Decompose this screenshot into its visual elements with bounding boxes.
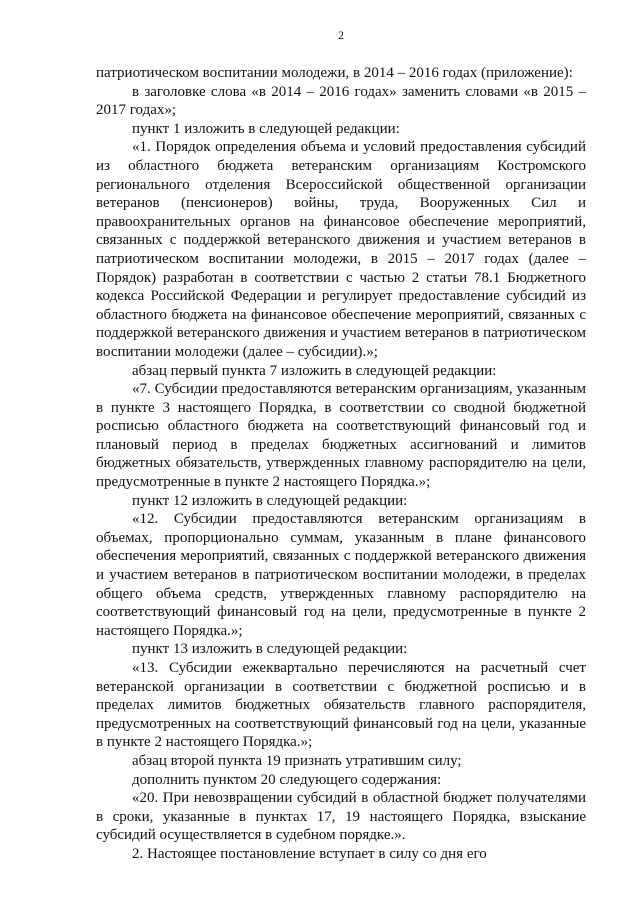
paragraph-item20-intro: дополнить пунктом 20 следующего содержания:	[132, 771, 442, 788]
paragraph-item7-text: «7. Субсидии предоставляются ветеранским организациям, указанным в пункте 3 настоящего Порядка, в соответствии со сводной бюджетной росписью областного бюджета на соответствующий финансовый год и плановый период в пределах бюджетных ассигнований и лимитов бюджетных обязательств, утвержденных главному распорядителю на цели, предусмотренные в пункте 2 настоящего Порядка.»;	[96, 381, 586, 491]
paragraph-item7-intro: абзац первый пункта 7 изложить в следующей редакции:	[132, 362, 497, 379]
document-page	[96, 26, 586, 864]
paragraph-item13-intro: пункт 13 изложить в следующей редакции:	[132, 641, 408, 658]
paragraph-item20-text: «20. При невозвращении субсидий в областной бюджет получателями в сроки, указанные в пунктах 17, 19 настоящего Порядка, взыскание субсидий осуществляется в судебном порядке.».	[96, 790, 586, 844]
paragraph-continuation: патриотическом воспитании молодежи, в 2014 – 2016 годах (приложение):	[96, 65, 573, 81]
paragraph-item19-repeal: абзац второй пункта 19 признать утратившим силу;	[132, 752, 462, 769]
paragraph-item1-intro: пункт 1 изложить в следующей редакции:	[132, 120, 400, 137]
paragraph-section2: 2. Настоящее постановление вступает в силу со дня его	[132, 845, 487, 862]
paragraph-item1-text: «1. Порядок определения объема и условий предоставления субсидий из областного бюджета ветеранским организациям Костромского регионального отделения Всероссийской общественной организации ветеранов (пенсионеров) войны, труда, Вооруженных Сил и правоохранительных органов на финансовое обеспечение мероприятий, связанных с поддержкой ветеранского движения и участием ветеранов в патриотическом воспитании молодежи, в 2015 – 2017 годах (далее – Порядок) разработан в соответствии с частью 2 статьи 78.1 Бюджетного кодекса Российской Федерации и регулирует предоставление субсидий из областного бюджета на финансовое обеспечение мероприятий, связанных с поддержкой ветеранского движения и участием ветеранов в патриотическом воспитании молодежи (далее – субсидии).»;	[96, 139, 586, 360]
paragraph-item13-text: «13. Субсидии ежеквартально перечисляются на расчетный счет ветеранской организации в соответствии с бюджетной росписью и в пределах лимитов бюджетных обязательств главного распорядителя, предусмотренных на соответствующий финансовый год на цели, указанные в пункте 2 настоящего Порядка.»;	[96, 660, 586, 751]
paragraph-item12-text: «12. Субсидии предоставляются ветеранским организациям в объемах, пропорционально суммам, указанным в плане финансового обеспечения мероприятий, связанных с поддержкой ветеранского движения и участием ветеранов в патриотическом воспитании молодежи, в пределах общего объема средств, утвержденных главному распорядителю на соответствующий финансовый год на цели, предусмотренные в пункте 2 настоящего Порядка.»;	[96, 511, 586, 639]
paragraph-item12-intro: пункт 12 изложить в следующей редакции:	[132, 492, 408, 509]
paragraph-title-amendment: в заголовке слова «в 2014 – 2016 годах» заменить словами «в 2015 – 2017 годах»;	[96, 83, 586, 119]
page-number: 2	[338, 28, 344, 42]
